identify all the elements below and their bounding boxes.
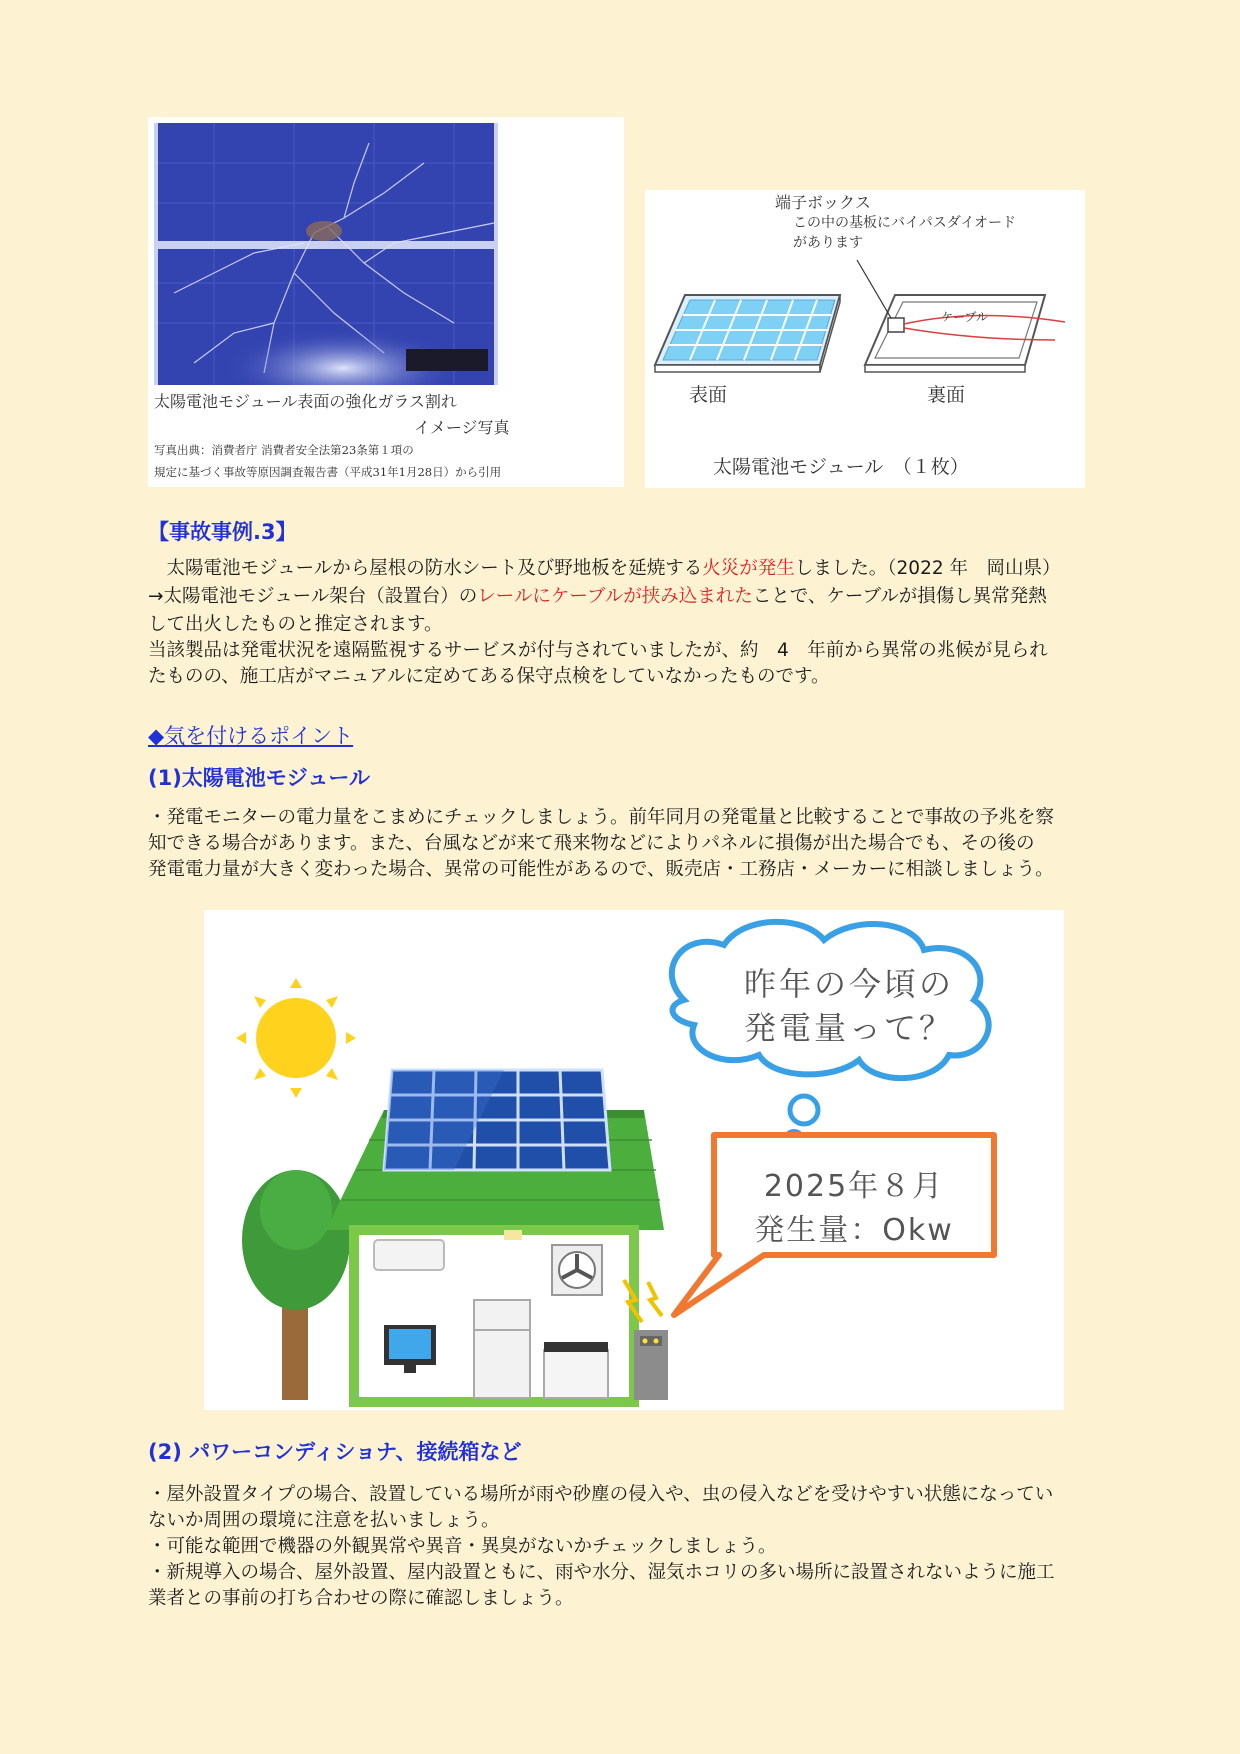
- callout-line1: 2025年８月: [763, 1169, 945, 1204]
- terminal-note-line2: があります: [793, 235, 863, 251]
- sub1-line2: 知できる場合があります。また、台風などが来て飛来物などによりパネルに損傷が出た場合でも、その後の: [148, 833, 1035, 854]
- solar-cell-photo-graphic: [154, 123, 498, 385]
- photo-caption-line2: イメージ写真: [414, 418, 510, 437]
- points-heading-link[interactable]: ◆気を付けるポイント: [148, 724, 354, 748]
- terminal-note-line1: この中の基板にバイパスダイオード: [793, 215, 1017, 231]
- case3-line5: たものの、施工店がマニュアルに定めてある保守点検をしていなかったものです。: [148, 666, 830, 687]
- sub2-line1: ・屋外設置タイプの場合、設置している場所が雨や砂塵の侵入や、虫の侵入などを受けやすい状態になってい: [148, 1484, 1054, 1505]
- front-panel-graphic: [655, 295, 840, 372]
- sub1-line1: ・発電モニターの電力量をこまめにチェックしましょう。前年同月の発電量と比較することで事故の予兆を察: [148, 807, 1054, 828]
- sub2-line3: ・可能な範囲で機器の外観異常や異音・異臭がないかチェックしましょう。: [148, 1536, 777, 1557]
- case3-line2: [148, 584, 1123, 610]
- module-diagram-graphic: [645, 190, 1085, 488]
- sub2-line2: ないか周囲の環境に注意を払いましょう。: [148, 1510, 500, 1531]
- front-label: 表面: [689, 384, 728, 406]
- case3-cable-highlight: レールにケーブルが挟み込まれた: [477, 586, 753, 607]
- case3-line4: 当該製品は発電状況を遠隔監視するサービスが付与されていましたが、約 4 年前から異常の兆候が見られ: [148, 640, 1048, 661]
- house-illustration: [204, 910, 1064, 1410]
- case3-line1-tail: しました。（2022 年 岡山県）: [794, 558, 1061, 579]
- cracked-glass-figure: [148, 117, 624, 487]
- module-label: 太陽電池モジュール （１枚）: [713, 456, 969, 478]
- back-label: 裏面: [927, 384, 966, 406]
- sub2-line5: 業者との事前の打ち合わせの際に確認しましょう。: [148, 1588, 574, 1609]
- case3-fire-highlight: 火災が発生: [702, 558, 795, 579]
- points-sub1-heading: (1)太陽電池モジュール: [148, 766, 370, 790]
- tree-icon: [242, 1170, 350, 1400]
- sub2-line4: ・新規導入の場合、屋外設置、屋内設置ともに、雨や水分、湿気ホコリの多い場所に設置されないように施工: [148, 1562, 1055, 1583]
- case3-line1: [148, 556, 1123, 582]
- photo-source-line1: 写真出典：消費者庁 消費者安全法第23条第１項の: [154, 443, 414, 457]
- bubble-line1: 昨年の今頃の: [744, 965, 955, 1003]
- points-sub2-heading: (2) パワーコンディショナ、接続箱など: [148, 1440, 522, 1464]
- thought-bubble-text: [744, 962, 954, 1050]
- photo-source: [154, 439, 624, 483]
- callout-line2: 発生量：Okw: [754, 1213, 954, 1248]
- cracked-glass-photo: [154, 123, 498, 385]
- bubble-line2: 発電量って？: [744, 1009, 955, 1047]
- case3-line3: して出火したものと推定されます。: [148, 614, 443, 635]
- case3-line2-tail: ことで、ケーブルが損傷し異常発熱: [752, 586, 1047, 607]
- callout-text: [724, 1165, 984, 1253]
- photo-source-line2: 規定に基づく事故等原因調査報告書（平成31年1月28日）から引用: [154, 465, 502, 479]
- module-diagram: [645, 190, 1085, 488]
- cable-label: ケーブル: [941, 310, 988, 324]
- photo-caption-line1: 太陽電池モジュール表面の強化ガラス割れ: [154, 392, 457, 411]
- case3-line1-text: 太陽電池モジュールから屋根の防水シート及び野地板を延焼する: [148, 558, 703, 579]
- case3-heading: 【事故事例.3】: [148, 520, 297, 544]
- sun-icon: [236, 978, 356, 1098]
- case3-line2-text: →太陽電池モジュール架台（設置台）の: [148, 586, 478, 607]
- photo-caption: [154, 389, 614, 441]
- house-body-graphic: [354, 1230, 634, 1402]
- roof-solar-panel-graphic: [384, 1070, 610, 1170]
- sub1-line3: 発電電力量が大きく変わった場合、異常の可能性があるので、販売店・工務店・メーカーに相談しましょう。: [148, 859, 1054, 880]
- terminal-box-label: 端子ボックス: [775, 193, 871, 212]
